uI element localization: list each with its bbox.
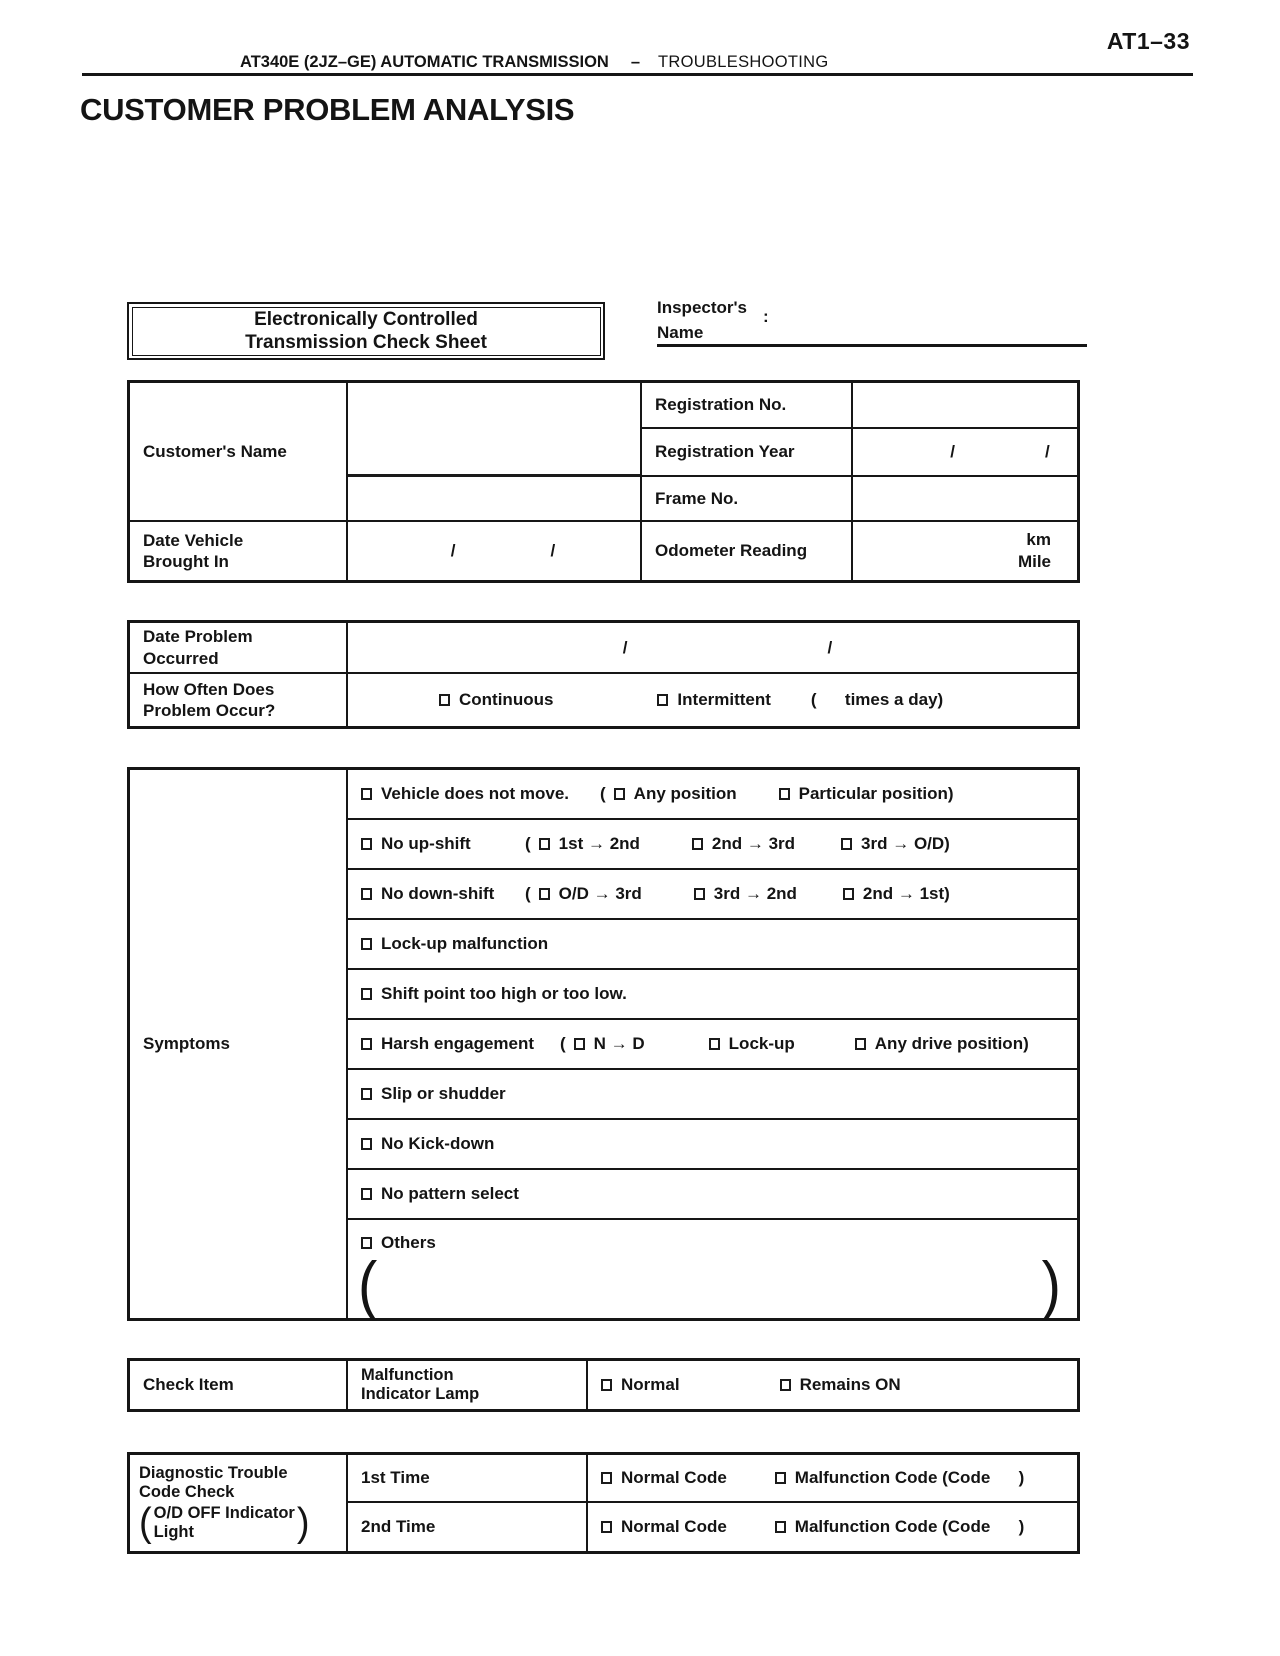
checkbox-icon <box>855 1038 866 1050</box>
check-sheet-title <box>132 307 601 356</box>
dtc-2nd-time-options <box>588 1503 1077 1551</box>
symptoms-table <box>127 767 1080 1321</box>
symptom-label: Vehicle does not move. <box>381 784 570 803</box>
frame-no-field <box>853 477 1077 522</box>
registration-year-label: Registration Year <box>642 429 853 477</box>
symptom-label: No pattern select <box>381 1184 519 1203</box>
symptom-option <box>539 834 640 854</box>
option-label: Normal Code <box>621 1517 727 1536</box>
checkbox-icon <box>361 838 372 850</box>
customer-name-label: Customer's Name <box>130 383 348 522</box>
option-remains-on <box>780 1375 901 1395</box>
inspector-label-line2: Name <box>657 322 704 342</box>
mil-label <box>348 1361 588 1409</box>
inspector-name-line <box>657 344 1087 347</box>
paren-open: ( <box>560 1034 566 1053</box>
option-label: Continuous <box>459 690 554 709</box>
paren-open: ( <box>525 834 531 853</box>
symptom-label: Lock-up malfunction <box>381 934 549 953</box>
option-label: 2nd → 1st) <box>862 884 950 903</box>
symptom-row <box>348 1020 1077 1070</box>
checkbox-icon <box>843 888 854 900</box>
option-label: Normal Code <box>621 1468 727 1487</box>
checkbox-icon <box>439 694 450 706</box>
date-problem-line2: Occurred <box>143 648 219 668</box>
checkbox-icon <box>841 838 852 850</box>
frequency-options <box>348 674 1077 726</box>
date-slash: / <box>827 637 833 657</box>
customer-name-field <box>348 383 642 477</box>
checkbox-icon <box>694 888 705 900</box>
symptom-option <box>614 784 737 804</box>
option-label: 3rd → 2nd <box>713 884 797 903</box>
mil-line1: Malfunction <box>361 1365 454 1384</box>
date-slash: / <box>450 541 456 560</box>
header-separator: – <box>630 53 641 71</box>
check-item-table <box>127 1358 1080 1412</box>
option-label: N → D <box>593 1034 645 1053</box>
symptom-row <box>348 1120 1077 1170</box>
odometer-unit-mile: Mile <box>1017 552 1051 571</box>
symptom-row <box>348 1070 1077 1120</box>
symptoms-section-label: Symptoms <box>130 770 348 1318</box>
checkbox-icon <box>775 1472 786 1484</box>
date-slash: / <box>550 541 556 560</box>
od-off-line1: O/D OFF Indicator <box>153 1503 295 1522</box>
date-slash: / <box>1045 442 1050 461</box>
dtc-2nd-time-label: 2nd Time <box>348 1503 588 1551</box>
option-malfunction-code <box>775 1517 1024 1537</box>
check-item-label: Check Item <box>130 1361 348 1409</box>
frequency-line2: Problem Occur? <box>143 701 276 720</box>
registration-year-field <box>853 429 1077 477</box>
dtc-label-line2: Code Check <box>139 1483 235 1502</box>
symptom-row <box>348 1170 1077 1220</box>
option-label: Intermittent <box>677 690 771 709</box>
inspector-name-label <box>657 296 769 345</box>
checkbox-icon <box>657 694 668 706</box>
option-label: 3rd → O/D) <box>861 834 950 853</box>
paren-close: ) <box>296 1500 310 1545</box>
symptom-row <box>348 970 1077 1020</box>
symptom-label: Shift point too high or too low. <box>381 984 627 1003</box>
checkbox-icon <box>709 1038 720 1050</box>
option-label: Lock-up <box>728 1034 795 1053</box>
symptom-option <box>694 884 797 904</box>
symptom-row <box>348 870 1077 920</box>
symptom-option <box>843 884 950 904</box>
option-intermittent <box>657 690 771 710</box>
checkbox-icon <box>601 1521 612 1533</box>
symptom-label: No up-shift <box>381 834 471 853</box>
header-model: AT340E (2JZ–GE) AUTOMATIC TRANSMISSION <box>240 53 609 71</box>
checkbox-icon <box>361 788 372 800</box>
dtc-label-line1: Diagnostic Trouble <box>139 1463 288 1482</box>
page-title: CUSTOMER PROBLEM ANALYSIS <box>80 92 575 127</box>
checkbox-icon <box>692 838 703 850</box>
option-malfunction-code <box>775 1468 1024 1488</box>
option-label: 1st → 2nd <box>558 834 640 853</box>
option-label: Any position <box>633 784 737 803</box>
checkbox-icon <box>780 1379 791 1391</box>
option-label: 2nd → 3rd <box>711 834 796 853</box>
others-paren-close: ) <box>1041 1248 1061 1322</box>
symptom-row <box>348 820 1077 870</box>
inspector-colon: : <box>763 307 769 326</box>
page-number: AT1–33 <box>1106 28 1190 54</box>
symptom-option <box>841 834 950 854</box>
header-section: TROUBLESHOOTING <box>658 53 829 71</box>
option-continuous <box>439 690 553 710</box>
od-off-line2: Light <box>153 1522 194 1541</box>
checkbox-icon <box>361 1138 372 1150</box>
date-problem-label <box>130 623 348 674</box>
option-normal-code <box>601 1468 727 1488</box>
option-label: Particular position) <box>798 784 954 803</box>
checkbox-icon <box>539 888 550 900</box>
option-label: Normal <box>621 1375 680 1394</box>
checkbox-icon <box>361 1038 372 1050</box>
symptom-option <box>539 884 642 904</box>
checkbox-icon <box>601 1379 612 1391</box>
checkbox-icon <box>361 1237 372 1249</box>
date-slash: / <box>622 637 628 657</box>
check-sheet-title-box <box>127 302 605 360</box>
symptom-row <box>348 770 1077 820</box>
date-brought-in-label <box>130 522 348 580</box>
od-off-indicator-label <box>139 1500 310 1545</box>
date-problem-field <box>348 623 1077 674</box>
symptom-option <box>779 784 954 804</box>
frequency-label <box>130 674 348 726</box>
inspector-label-line1: Inspector's <box>657 298 748 317</box>
symptom-option <box>574 1034 645 1054</box>
problem-occurrence-table <box>127 620 1080 729</box>
symptom-label: Harsh engagement <box>381 1034 535 1053</box>
times-a-day-text: ( times a day) <box>810 690 944 709</box>
checkbox-icon <box>361 938 372 950</box>
symptom-row-others <box>348 1220 1077 1322</box>
date-brought-line2: Brought In <box>143 552 229 571</box>
date-brought-in-field <box>348 522 642 580</box>
dtc-1st-time-options <box>588 1455 1077 1503</box>
checkbox-icon <box>601 1472 612 1484</box>
dtc-check-table <box>127 1452 1080 1554</box>
symptom-option <box>709 1034 795 1054</box>
check-sheet-title-line2: Transmission Check Sheet <box>245 332 487 353</box>
dtc-1st-time-label: 1st Time <box>348 1455 588 1503</box>
dtc-label <box>130 1455 348 1551</box>
date-brought-line1: Date Vehicle <box>143 530 244 550</box>
option-normal-code <box>601 1517 727 1537</box>
option-normal <box>601 1375 680 1395</box>
option-label: Remains ON <box>799 1375 901 1394</box>
odometer-field <box>853 522 1077 580</box>
registration-no-field <box>853 383 1077 429</box>
checkbox-icon <box>539 838 550 850</box>
symptom-label: Slip or shudder <box>381 1084 506 1103</box>
checkbox-icon <box>775 1521 786 1533</box>
option-label: O/D → 3rd <box>558 884 642 903</box>
option-label: Any drive position) <box>874 1034 1029 1053</box>
checkbox-icon <box>361 1188 372 1200</box>
symptom-row <box>348 920 1077 970</box>
checkbox-icon <box>361 988 372 1000</box>
paren-open: ( <box>600 784 606 803</box>
mil-line2: Indicator Lamp <box>361 1385 480 1403</box>
option-label: Malfunction Code (Code ) <box>794 1517 1025 1536</box>
checkbox-icon <box>574 1038 585 1050</box>
symptom-label: Others <box>381 1233 436 1252</box>
running-header <box>240 53 828 72</box>
mil-options <box>588 1361 1077 1409</box>
odometer-label: Odometer Reading <box>642 522 853 580</box>
symptom-option <box>855 1034 1029 1054</box>
paren-open: ( <box>139 1500 152 1545</box>
checkbox-icon <box>779 788 790 800</box>
date-problem-line1: Date Problem <box>143 627 253 647</box>
symptom-label: No down-shift <box>381 884 495 903</box>
option-label: Malfunction Code (Code ) <box>794 1468 1025 1487</box>
checkbox-icon <box>614 788 625 800</box>
symptom-option <box>692 834 795 854</box>
others-paren-open: ( <box>358 1248 378 1322</box>
date-slash: / <box>950 442 955 461</box>
checkbox-icon <box>361 1088 372 1100</box>
header-rule <box>82 73 1193 76</box>
customer-name-field-2 <box>348 477 642 522</box>
checkbox-icon <box>361 888 372 900</box>
symptom-label: No Kick-down <box>381 1134 495 1153</box>
check-sheet-title-line1: Electronically Controlled <box>254 308 478 330</box>
frame-no-label: Frame No. <box>642 477 853 522</box>
odometer-unit-km: km <box>1026 529 1051 549</box>
paren-open: ( <box>525 884 531 903</box>
customer-info-table <box>127 380 1080 583</box>
registration-no-label: Registration No. <box>642 383 853 429</box>
frequency-line1: How Often Does <box>143 679 275 699</box>
